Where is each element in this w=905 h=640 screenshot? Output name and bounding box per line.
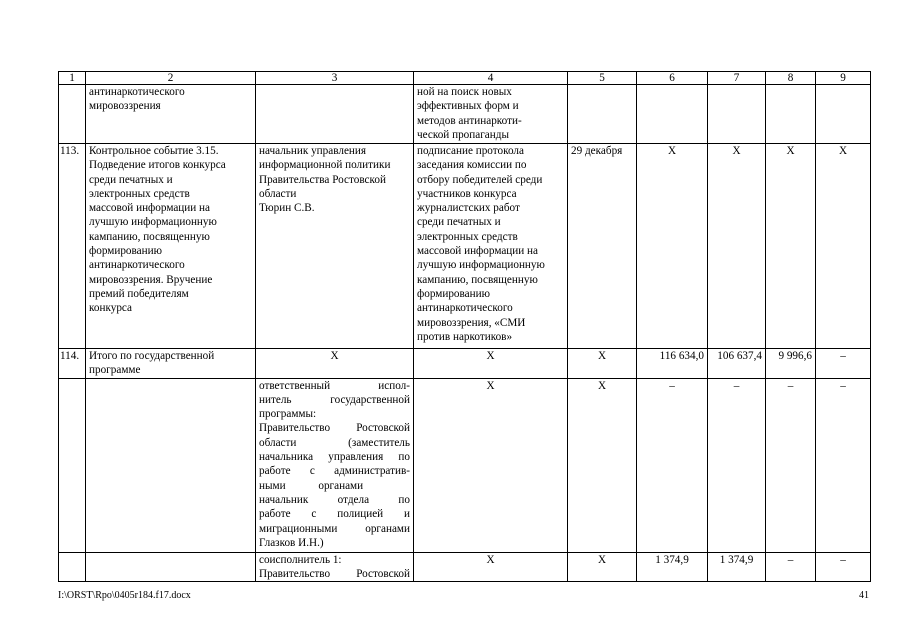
cell-line: Контрольное событие 3.15. [89, 145, 219, 157]
cell-line: ческой пропаганды [417, 128, 509, 141]
value-cell [766, 85, 816, 144]
header-cell: 2 [86, 72, 256, 85]
cell-line: Итого по государственной [89, 350, 215, 362]
event-name-cell [86, 349, 256, 379]
date-cell: 29 декабря [568, 144, 637, 349]
cell-line: нитель государственной [259, 393, 410, 406]
value-cell: 106 637,4 [708, 349, 766, 379]
value-cell: – [637, 378, 708, 552]
cell-line: мировоззрения [89, 100, 161, 113]
table-row-114 [59, 349, 871, 379]
cell-line: области (заместитель [259, 436, 410, 449]
cell-line: антинаркотического [417, 302, 513, 315]
table-row-coexecutor [59, 552, 871, 582]
cell-line: среди печатных и [417, 216, 501, 229]
value-cell: – [766, 552, 816, 582]
cell-line: Правительства Ростовской [259, 173, 386, 186]
value-cell: 1 374,9 [637, 552, 708, 582]
header-cell: 8 [766, 72, 816, 85]
cell-line: Глазков И.Н.) [259, 536, 324, 549]
row-number-cell [59, 552, 86, 582]
cell-line: программы: [259, 408, 317, 421]
page-number: 41 [859, 590, 869, 601]
cell-line: подписание протокола [417, 145, 524, 157]
cell-line: журналистских работ [417, 202, 520, 215]
result-cell [414, 144, 568, 349]
value-cell: 9 996,6 [766, 349, 816, 379]
responsible-cell [256, 552, 414, 582]
table-row-responsible [59, 378, 871, 552]
value-cell: Х [816, 144, 871, 349]
event-name-cell [86, 552, 256, 582]
date-cell: Х [568, 378, 637, 552]
cell-line: электронных средств [89, 187, 190, 200]
cell-line: лучшую информационную [89, 216, 217, 229]
event-name-cell [86, 378, 256, 552]
footer-file-path: I:\ORST\Rpo\0405r184.f17.docx [58, 590, 191, 601]
cell-line: ответственный испол- [259, 379, 410, 392]
cell-line: формированию [417, 287, 490, 300]
cell-line: методов антинаркоти- [417, 114, 522, 127]
cell-line: антинаркотического [89, 259, 185, 272]
responsible-cell: Х [256, 349, 414, 379]
table-row-113 [59, 144, 871, 349]
cell-line: отбору победителей среди [417, 173, 543, 186]
cell-line: среди печатных и [89, 173, 173, 186]
cell-line: кампанию, посвященную [89, 230, 210, 243]
cell-line: области [259, 187, 297, 200]
cell-line: массовой информации на [417, 245, 538, 258]
responsible-cell [256, 85, 414, 144]
result-cell: Х [414, 349, 568, 379]
value-cell: – [816, 378, 871, 552]
value-cell: Х [637, 144, 708, 349]
header-cell: 3 [256, 72, 414, 85]
cell-line: лучшую информационную [417, 259, 545, 272]
event-name-cell [86, 85, 256, 144]
header-cell: 9 [816, 72, 871, 85]
header-cell: 1 [59, 72, 86, 85]
result-cell [414, 85, 568, 144]
value-cell: Х [708, 144, 766, 349]
cell-line: эффективных форм и [417, 100, 519, 113]
value-cell: – [816, 349, 871, 379]
value-cell [816, 85, 871, 144]
row-number-cell [59, 85, 86, 144]
cell-line: ными органами [259, 479, 364, 492]
header-cell: 6 [637, 72, 708, 85]
cell-line: работе с полицией и [259, 508, 410, 521]
cell-line: против наркотиков» [417, 330, 513, 343]
cell-line: кампанию, посвященную [417, 273, 538, 286]
value-cell [708, 85, 766, 144]
value-cell: – [708, 378, 766, 552]
cell-line: ной на поиск новых [417, 86, 512, 98]
cell-line: начальник отдела по [259, 493, 410, 506]
table-row-continuation [59, 85, 871, 144]
program-table [58, 71, 871, 582]
value-cell: Х [766, 144, 816, 349]
value-cell: – [816, 552, 871, 582]
event-name-cell [86, 144, 256, 349]
cell-line: миграционными органами [259, 522, 410, 535]
cell-line: информационной политики [259, 159, 391, 172]
date-cell [568, 85, 637, 144]
value-cell: – [766, 378, 816, 552]
value-cell: 116 634,0 [637, 349, 708, 379]
cell-line: мировоззрения. Вручение [89, 273, 213, 286]
value-cell: 1 374,9 [708, 552, 766, 582]
result-cell: Х [414, 378, 568, 552]
cell-line: антинаркотического [89, 86, 185, 98]
date-cell: Х [568, 552, 637, 582]
cell-line: участников конкурса [417, 187, 517, 200]
cell-line: начальник управления [259, 145, 367, 157]
cell-line: Тюрин С.В. [259, 202, 315, 215]
header-cell: 7 [708, 72, 766, 85]
cell-line: массовой информации на [89, 202, 210, 215]
cell-line: начальника управления по [259, 451, 410, 464]
result-cell: Х [414, 552, 568, 582]
value-cell [637, 85, 708, 144]
cell-line: работе с административ- [259, 465, 410, 478]
header-cell: 4 [414, 72, 568, 85]
responsible-cell [256, 144, 414, 349]
cell-line: премий победителям [89, 287, 189, 300]
cell-line: формированию [89, 245, 162, 258]
table-header-row [59, 72, 871, 85]
responsible-cell [256, 378, 414, 552]
cell-line: конкурса [89, 302, 132, 315]
row-number-cell [59, 378, 86, 552]
cell-line: заседания комиссии по [417, 159, 527, 172]
cell-line: Правительство Ростовской [259, 567, 410, 580]
date-cell: Х [568, 349, 637, 379]
cell-line: мировоззрения, «СМИ [417, 316, 526, 329]
cell-line: соисполнитель 1: [259, 553, 342, 566]
cell-line: Подведение итогов конкурса [89, 159, 226, 172]
row-number-cell: 113. [59, 144, 86, 349]
header-cell: 5 [568, 72, 637, 85]
cell-line: электронных средств [417, 230, 518, 243]
cell-line: программе [89, 364, 141, 377]
cell-line: Правительство Ростовской [259, 422, 410, 435]
row-number-cell: 114. [59, 349, 86, 379]
